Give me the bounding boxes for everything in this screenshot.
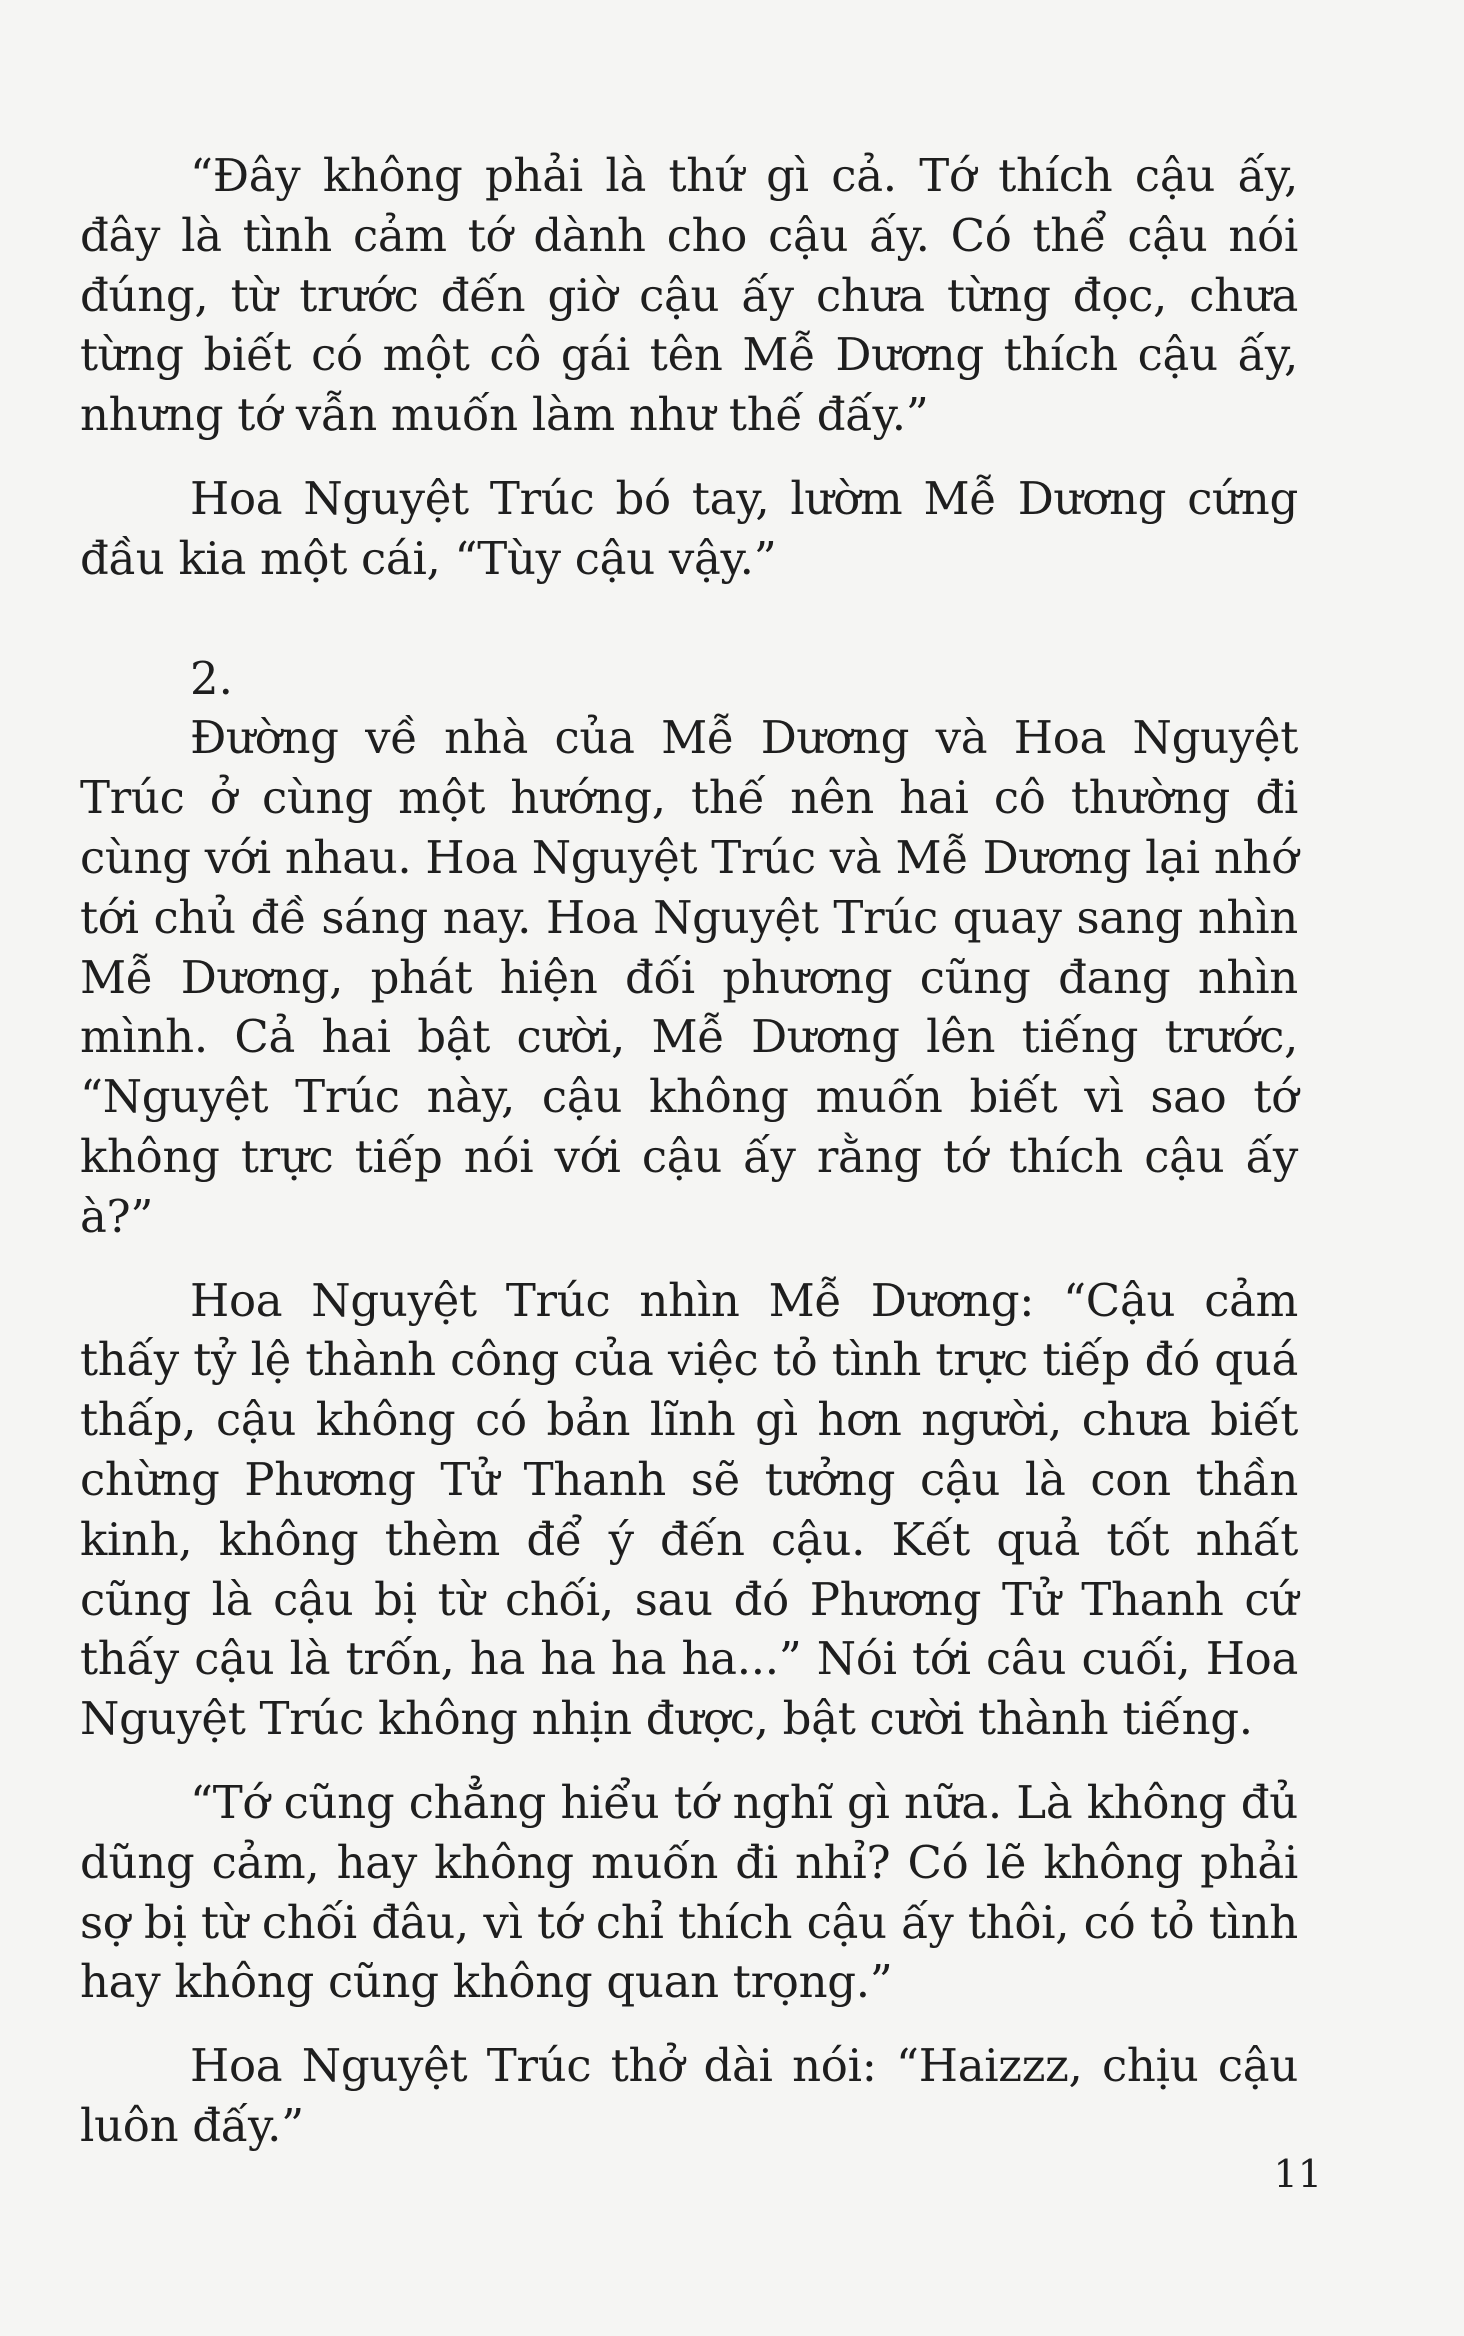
paragraph-2: Hoa Nguyệt Trúc bó tay, lườm Mễ Dương cứng đầu kia một cái, “Tùy cậu vậy.”: [80, 471, 1298, 585]
paragraph-4: Hoa Nguyệt Trúc nhìn Mễ Dương: “Cậu cảm thấy tỷ lệ thành công của việc tỏ tình trực tiếp đó quá thấp, cậu không có bản lĩnh gì hơn người, chưa biết chừng Phương Tử Thanh sẽ tưởng cậu là con thần kinh, không thèm để ý đến cậu. Kết quả tốt nhất cũng là cậu bị từ chối, sau đó Phương Tử Thanh cứ thấy cậu là trốn, ha ha ha ha...” Nói tới câu cuối, Hoa Nguyệt Trúc không nhịn được, bật cười thành tiếng.: [80, 1273, 1298, 1746]
page-body: [80, 146, 1298, 2156]
section-number: 2.: [190, 651, 233, 705]
paragraph-6: Hoa Nguyệt Trúc thở dài nói: “Haizzz, chịu cậu luôn đấy.”: [80, 2039, 1298, 2152]
paragraph-3: Đường về nhà của Mễ Dương và Hoa Nguyệt Trúc ở cùng một hướng, thế nên hai cô thường đi cùng với nhau. Hoa Nguyệt Trúc và Mễ Dương lại nhớ tới chủ đề sáng nay. Hoa Nguyệt Trúc quay sang nhìn Mễ Dương, phát hiện đối phương cũng đang nhìn mình. Cả hai bật cười, Mễ Dương lên tiếng trước, “Nguyệt Trúc này, cậu không muốn biết vì sao tớ không trực tiếp nói với cậu ấy rằng tớ thích cậu ấy à?”: [80, 711, 1298, 1243]
paragraph-5: “Tớ cũng chẳng hiểu tớ nghĩ gì nữa. Là không đủ dũng cảm, hay không muốn đi nhỉ? Có lẽ không phải sợ bị từ chối đâu, vì tớ chỉ thích cậu ấy thôi, có tỏ tình hay không cũng không quan trọng.”: [80, 1775, 1298, 2009]
page-number: 11: [1273, 2152, 1322, 2196]
paragraph-1: “Đây không phải là thứ gì cả. Tớ thích cậu ấy, đây là tình cảm tớ dành cho cậu ấy. Có thể cậu nói đúng, từ trước đến giờ cậu ấy chưa từng đọc, chưa từng biết có một cô gái tên Mễ Dương thích cậu ấy, nhưng tớ vẫn muốn làm như thế đấy.”: [80, 149, 1298, 442]
